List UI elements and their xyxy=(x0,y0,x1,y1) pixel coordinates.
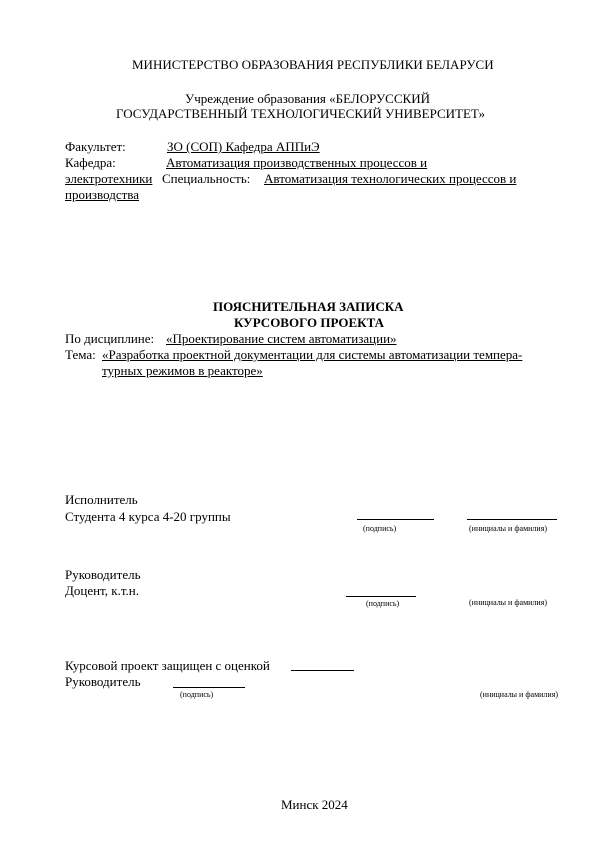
faculty-label: Факультет: xyxy=(65,139,126,154)
topic-value-2: турных режимов в реакторе» xyxy=(102,363,263,378)
supervisor-role: Руководитель xyxy=(65,567,141,582)
department-label: Кафедра: xyxy=(65,155,116,170)
document-title-line-1: ПОЯСНИТЕЛЬНАЯ ЗАПИСКА xyxy=(213,299,404,314)
executor-name-line xyxy=(467,519,557,520)
defense-text: Курсовой проект защищен с оценкой xyxy=(65,658,270,673)
faculty-value: ЗО (СОП) Кафедра АППиЭ xyxy=(167,139,320,154)
supervisor-name-caption: (инициалы и фамилия) xyxy=(469,598,548,607)
department-value-1: Автоматизация производственных процессов и xyxy=(166,155,428,170)
institution-line-2: ГОСУДАРСТВЕННЫЙ ТЕХНОЛОГИЧЕСКИЙ УНИВЕРСИТЕТ» xyxy=(116,106,486,121)
specialty-label: Специальность: xyxy=(162,171,251,186)
executor-signature-line xyxy=(357,519,434,520)
grade-line xyxy=(291,670,354,671)
specialty-value-2: производства xyxy=(65,187,140,202)
executor-who: Студента 4 курса 4-20 группы xyxy=(65,509,231,524)
supervisor-signature-line xyxy=(346,596,416,597)
discipline-value: «Проектирование систем автоматизации» xyxy=(166,331,397,346)
topic-label: Тема: xyxy=(65,347,96,362)
specialty-value-1: Автоматизация технологических процессов и xyxy=(264,171,517,186)
executor-role: Исполнитель xyxy=(65,492,138,507)
discipline-label: По дисциплине: xyxy=(65,331,155,346)
ministry-title: МИНИСТЕРСТВО ОБРАЗОВАНИЯ РЕСПУБЛИКИ БЕЛАРУСИ xyxy=(132,57,494,72)
document-title-line-2: КУРСОВОГО ПРОЕКТА xyxy=(234,315,384,330)
executor-signature-caption: (подпись) xyxy=(363,524,397,533)
topic-value-1: «Разработка проектной документации для системы автоматизации темпера- xyxy=(102,347,523,362)
department-value-2: электротехники xyxy=(65,171,153,186)
defense-name-caption: (инициалы и фамилия) xyxy=(480,690,559,699)
executor-name-caption: (инициалы и фамилия) xyxy=(469,524,548,533)
city-year: Минск 2024 xyxy=(281,797,348,812)
defense-supervisor-label: Руководитель xyxy=(65,674,141,689)
defense-signature-caption: (подпись) xyxy=(180,690,214,699)
defense-signature-line xyxy=(173,687,245,688)
supervisor-who: Доцент, к.т.н. xyxy=(65,583,139,598)
institution-line-1: Учреждение образования «БЕЛОРУССКИЙ xyxy=(185,91,430,106)
supervisor-signature-caption: (подпись) xyxy=(366,599,400,608)
